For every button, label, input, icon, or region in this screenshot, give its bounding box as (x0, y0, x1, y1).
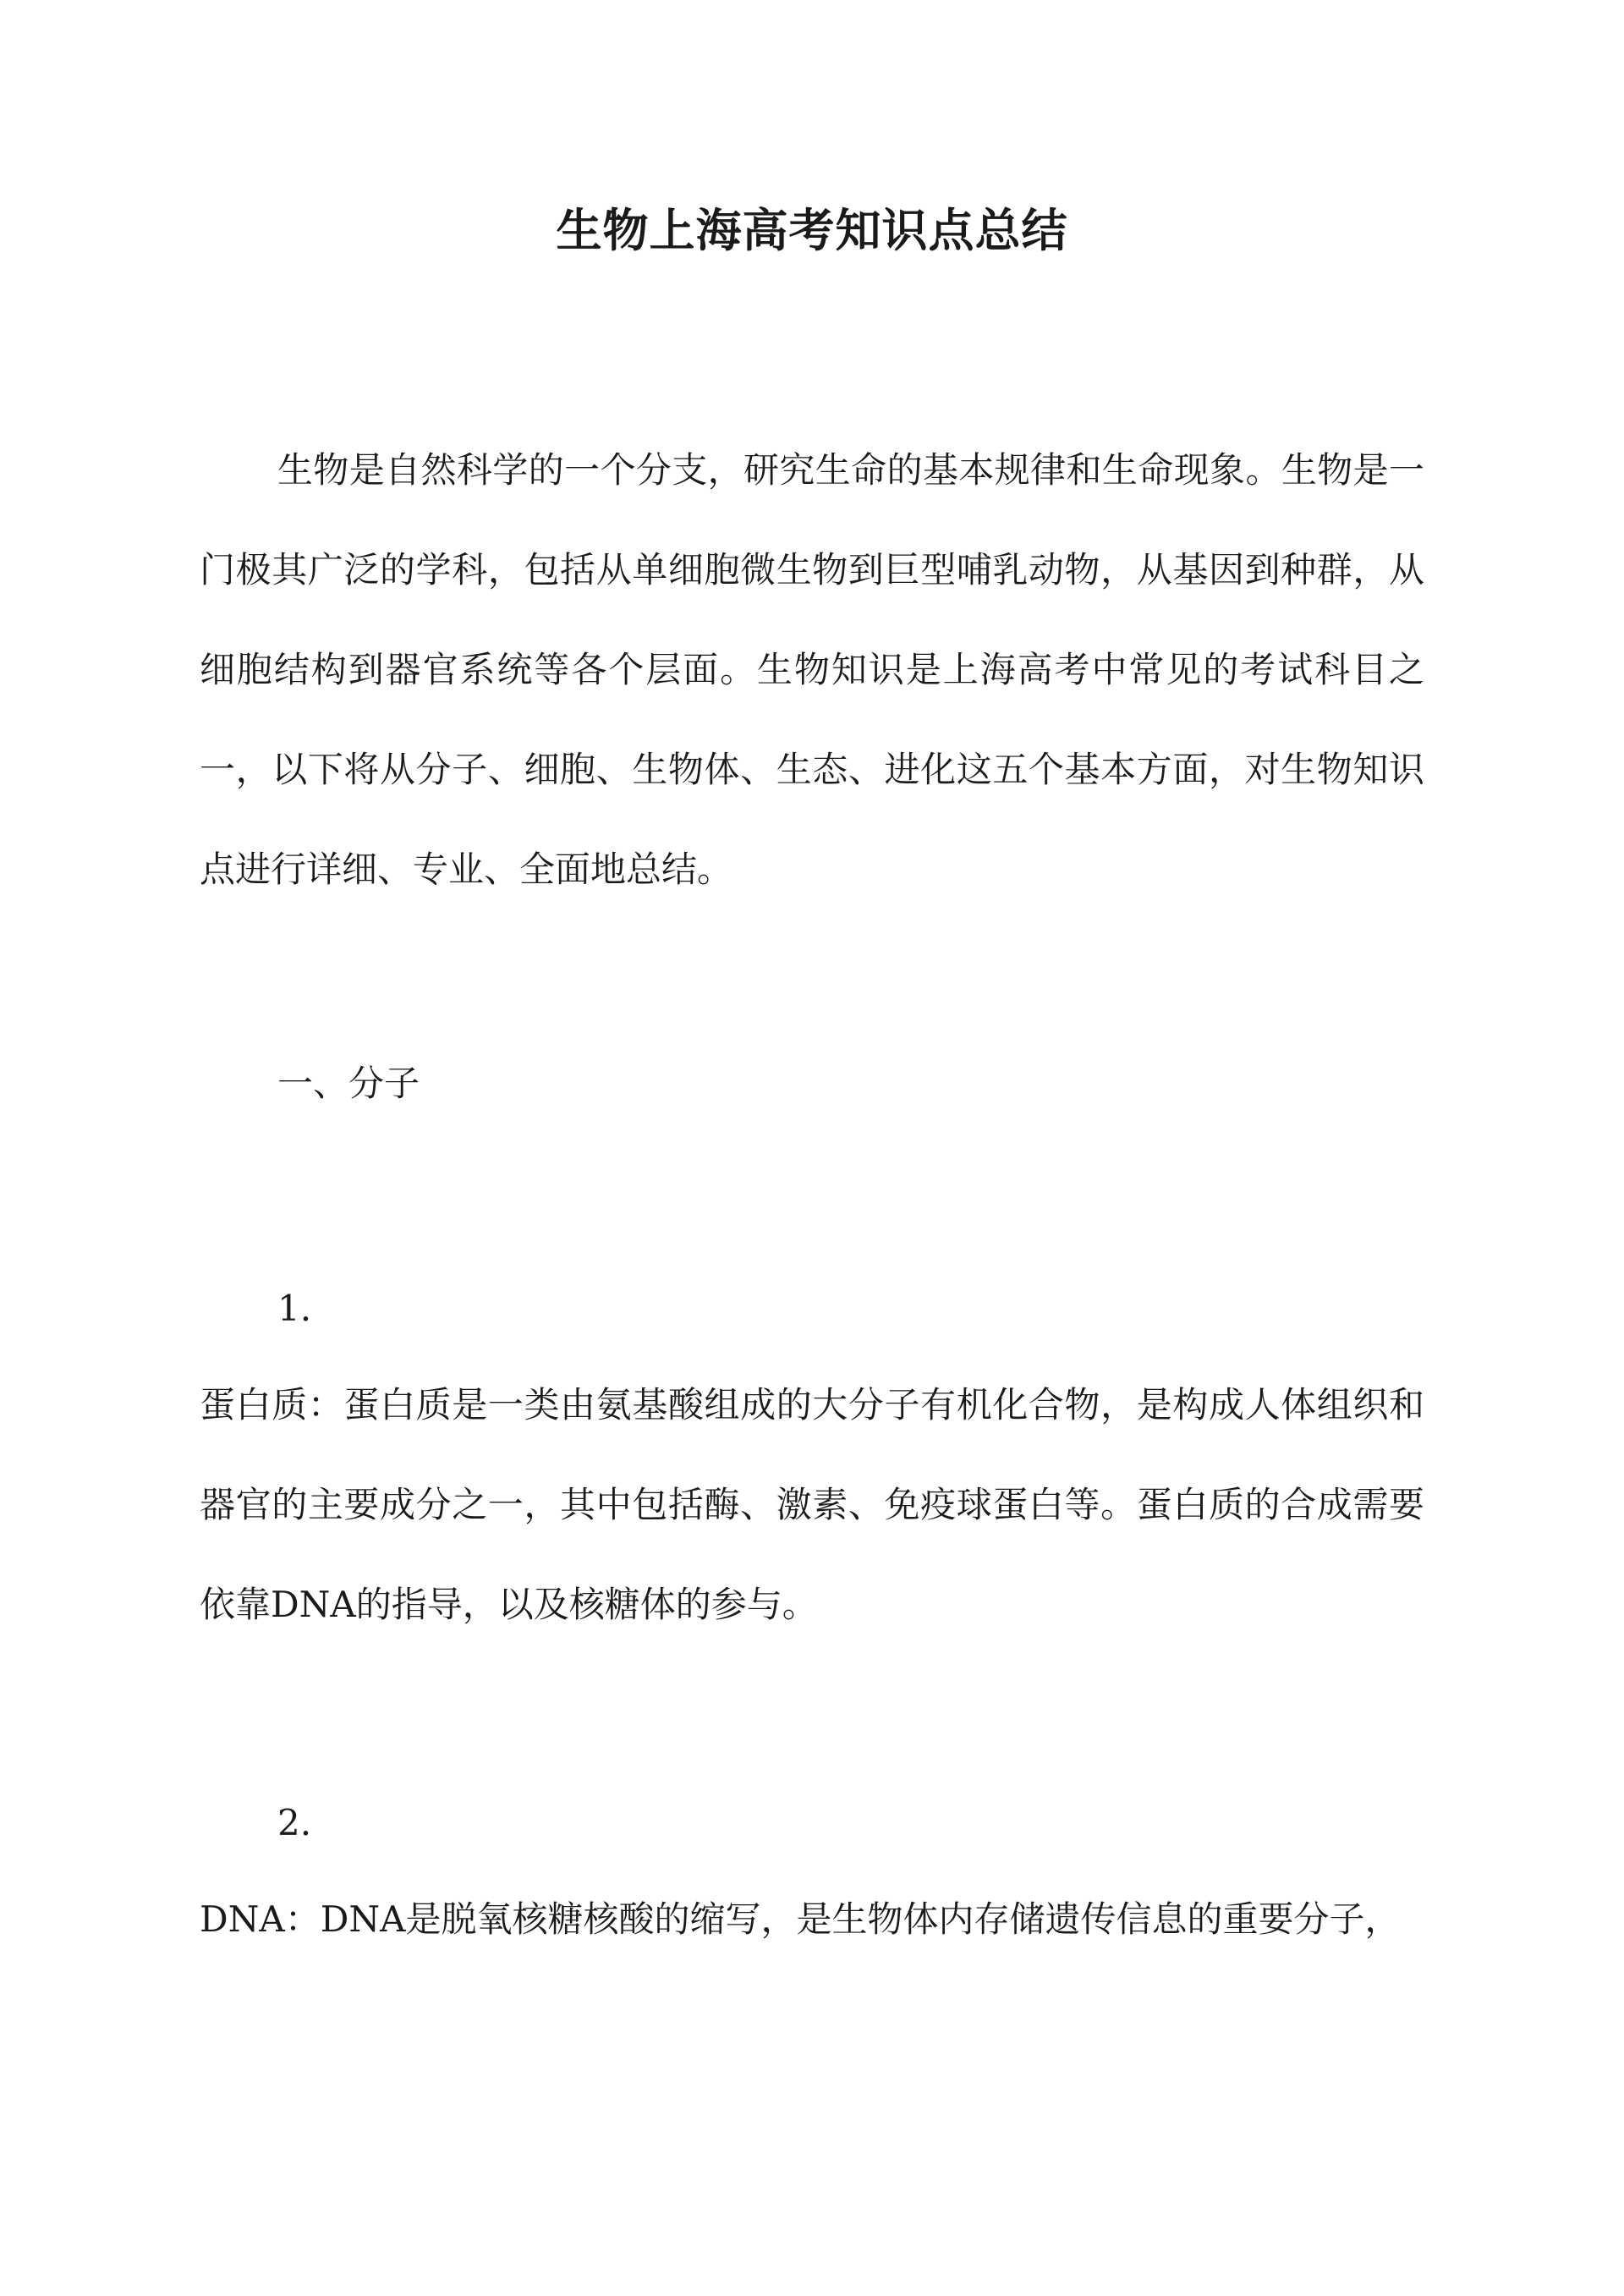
intro-paragraph: 生物是自然科学的一个分支，研究生命的基本规律和生命现象。生物是一门极其广泛的学科，包括从单细胞微生物到巨型哺乳动物，从基因到种群，从细胞结构到器官系统等各个层面。生物知识是上海高考中常见的考试科目之一，以下将从分子、细胞、生物体、生态、进化这五个基本方面，对生物知识点进行详细、专业、全面地总结。 (200, 449, 1424, 890)
item-text-dna: DNA：DNA是脱氧核糖核酸的缩写，是生物体内存储遗传信息的重要分子， (200, 1898, 1401, 1940)
section-heading-molecule: 一、分子 (277, 1063, 420, 1104)
document-title: 生物上海高考知识点总结 (556, 203, 1068, 257)
item-number-1: 1. (277, 1288, 312, 1329)
item-number-2: 2. (277, 1802, 312, 1843)
item-text-protein: 蛋白质：蛋白质是一类由氨基酸组成的大分子有机化合物，是构成人体组织和器官的主要成分之一，其中包括酶、激素、免疫球蛋白等。蛋白质的合成需要依靠DNA的指导，以及核糖体的参与。 (200, 1384, 1424, 1625)
